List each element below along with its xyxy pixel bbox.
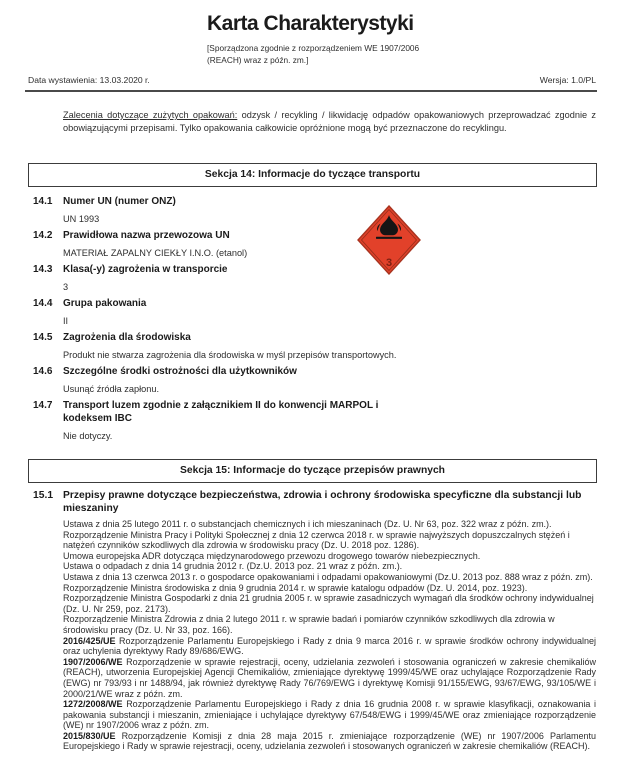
legal-reference: Rozporządzenie Ministra Pracy i Polityki Społecznej z dnia 12 czerwca 2018 r. w sprawie najwyższych dopuszczalnych stężeń i natężeń czynników szkodliwych dla zdrowia w środowisku pracy (Dz. U. 2018 poz. 1286). bbox=[63, 529, 570, 551]
item-number: 15.1 bbox=[33, 490, 54, 501]
item-heading: Przepisy prawne dotyczące bezpieczeństwa, zdrowia i ochrony środowiska specyficzne dla substancji lub mieszaniny bbox=[63, 490, 582, 514]
item-heading: Klasa(-y) zagrożenia w transporcie bbox=[63, 264, 228, 275]
transport-item-14-6 bbox=[0, 365, 625, 396]
item-heading: Numer UN (numer ONZ) bbox=[63, 196, 176, 207]
transport-item-14-3 bbox=[0, 263, 625, 294]
transport-item-14-7 bbox=[0, 399, 625, 443]
transport-item-14-5 bbox=[0, 331, 625, 362]
section-15-title: Sekcja 15: Informacje do tyczące przepisów prawnych bbox=[180, 465, 445, 476]
legal-references-list bbox=[63, 519, 596, 752]
legal-reference: Ustawa z dnia 13 czerwca 2013 r. o gospodarce opakowaniami i odpadami opakowaniowymi (Dz.U. 2013 poz. 888 wraz z późn. zm). bbox=[63, 571, 593, 582]
flame-underline-bar bbox=[376, 237, 402, 239]
item-value: MATERIAŁ ZAPALNY CIEKŁY I.N.O. (etanol) bbox=[63, 248, 248, 258]
item-value: Nie dotyczy. bbox=[63, 431, 113, 441]
legal-reference: 2015/830/UE Rozporządzenie Komisji z dnia 28 maja 2015 r. zmieniające rozporządzenie (WE) nr 1907/2006 Parlamentu Europejskiego i Rady w sprawie rejestracji, oceny, udzielania zezwoleń i stosowanych ograniczeń w zakresie chemikaliów (REACH). bbox=[63, 730, 596, 752]
flammable-liquid-pictogram bbox=[357, 205, 421, 275]
item-value: UN 1993 bbox=[63, 214, 100, 224]
page-title: Karta Charakterystyki bbox=[207, 12, 414, 35]
item-heading: Prawidłowa nazwa przewozowa UN bbox=[63, 230, 230, 241]
page-subtitle: [Sporządzona zgodnie z rozporządzeniem WE 1907/2006 (REACH) wraz z późn. zm.] bbox=[207, 43, 420, 65]
transport-item-14-1 bbox=[0, 195, 625, 226]
legal-reference: Ustawa o odpadach z dnia 14 grudnia 2012 r. (Dz.U. 2013 poz. 21 wraz z późn. zm.). bbox=[63, 561, 403, 572]
legal-reference: Rozporządzenie Ministra Gospodarki z dnia 21 grudnia 2005 r. w sprawie zasadniczych wymagań dla środków ochrony indywidualnej (Dz. U. Nr 259, poz. 2173). bbox=[63, 593, 594, 614]
section-14-title: Sekcja 14: Informacje do tyczące transportu bbox=[204, 169, 421, 180]
item-value: Produkt nie stwarza zagrożenia dla środowiska w myśl przepisów transportowych. bbox=[63, 350, 397, 360]
legal-reference: 1907/2006/WE Rozporządzenie w sprawie rejestracji, oceny, udzielania zezwoleń i stosowania ograniczeń w zakresie chemikaliów (REACH), utworzenia Europejskiej Agencji Chemikaliów, zmieniające dyrektywę 1999/45/WE oraz uchylające Rozporządzenie Rady (EWG) nr 793/93 i nr 1488/94, jak również dyrektywę Rady 76/769/EWG i dyrektywę Komisji 91/155/EWG, 93/67/EWG, 93/105/WE i 2000/21/WE wraz z późn. zm. bbox=[63, 656, 596, 699]
underlined-lead: Zalecenia dotyczące zużytych opakowań: bbox=[63, 110, 238, 120]
header-divider bbox=[25, 90, 597, 92]
item-value: Usunąć źródła zapłonu. bbox=[63, 384, 160, 394]
subsection-15-1-heading bbox=[0, 489, 596, 515]
packaging-recommendation-paragraph bbox=[63, 109, 596, 135]
section-14-body bbox=[0, 195, 625, 443]
item-number: 14.4 bbox=[33, 298, 53, 309]
class-number: 3 bbox=[385, 257, 393, 269]
version-label: Wersja: 1.0/PL bbox=[539, 75, 596, 85]
item-number: 14.1 bbox=[33, 196, 53, 207]
item-heading: Grupa pakowania bbox=[63, 298, 147, 309]
item-heading: Transport luzem zgodnie z załącznikiem II do konwencji MARPOL i kodeksem IBC bbox=[63, 400, 379, 424]
paragraph-text: odzysk / recykling / likwidację odpadów opakowaniowych przeprowadzać zgodnie z obowiązującymi przepisami. Tylko opakowania całkowicie opróżnione mogą być przeznaczone do recyklingu. bbox=[63, 110, 596, 133]
section-14-header-box bbox=[28, 163, 597, 187]
issue-date: Data wystawienia: 13.03.2020 r. bbox=[28, 75, 150, 85]
section-15-header-box bbox=[28, 459, 597, 483]
item-heading: Szczególne środki ostrożności dla użytkowników bbox=[63, 366, 297, 377]
item-value: II bbox=[63, 316, 69, 326]
legal-reference: 1272/2008/WE Rozporządzenie Parlamentu Europejskiego i Rady z dnia 16 grudnia 2008 r. w sprawie klasyfikacji, oznakowania i pakowania substancji i mieszanin, zmieniające i uchylające dyrektywy 67/548/EWG i 1999/45/WE oraz zmieniające rozporządzenie (WE) nr 1907/2006 wraz z późn. zm. bbox=[63, 699, 596, 731]
transport-item-14-4 bbox=[0, 297, 625, 328]
legal-reference: 2016/425/UE Rozporządzenie Parlamentu Europejskiego i Rady z dnia 9 marca 2016 r. w sprawie środków ochrony indywidualnej oraz uchylenia dyrektywy Rady 89/686/EWG. bbox=[63, 635, 596, 657]
item-number: 14.3 bbox=[33, 264, 53, 275]
item-heading: Zagrożenia dla środowiska bbox=[63, 332, 191, 343]
item-value: 3 bbox=[63, 282, 69, 292]
legal-reference: Ustawa z dnia 25 lutego 2011 r. o substancjach chemicznych i ich mieszaninach (Dz. U. Nr 63, poz. 322 wraz z późn. zm.). bbox=[63, 519, 552, 529]
header-meta-row bbox=[28, 75, 596, 85]
item-number: 14.2 bbox=[33, 230, 53, 241]
transport-item-14-2 bbox=[0, 229, 625, 260]
legal-reference: Umowa europejska ADR dotycząca międzynarodowego przewozu drogowego towarów niebezpiecznych. bbox=[63, 550, 481, 561]
legal-reference: Rozporządzenie Ministra środowiska z dnia 9 grudnia 2014 r. w sprawie katalogu odpadów (Dz. U. 2014, poz. 1923). bbox=[63, 582, 528, 593]
legal-reference: Rozporządzenie Ministra Zdrowia z dnia 2 lutego 2011 r. w sprawie badań i pomiarów czynników szkodliwych dla zdrowia w środowisku pracy (Dz. U. Nr 33, poz. 166). bbox=[63, 614, 555, 635]
item-number: 14.5 bbox=[33, 332, 53, 343]
item-number: 14.7 bbox=[33, 400, 53, 411]
item-number: 14.6 bbox=[33, 366, 53, 377]
